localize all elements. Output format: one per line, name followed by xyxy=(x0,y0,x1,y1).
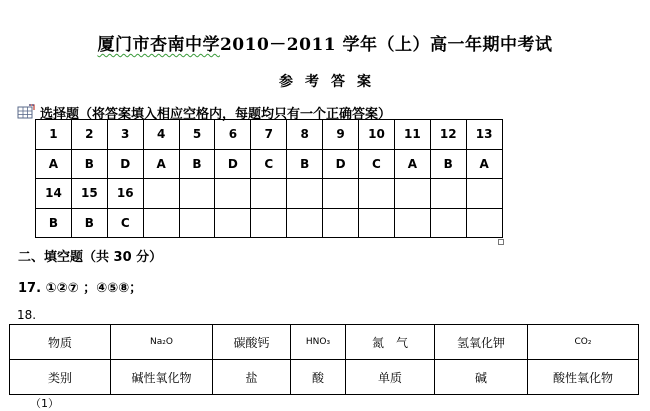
title-rest: 2010－2011 学年（上）高一年期中考试 xyxy=(219,35,553,55)
table-cell xyxy=(251,208,287,238)
table-cell: 2 xyxy=(71,120,107,150)
table-cell xyxy=(466,208,502,238)
table-cell: B xyxy=(287,149,323,179)
table-cell xyxy=(179,179,215,209)
table-cell xyxy=(179,208,215,238)
table-cell: 10 xyxy=(359,120,395,150)
table-row xyxy=(36,179,503,209)
table-cell xyxy=(394,179,430,209)
table-row xyxy=(36,208,503,238)
table-cell: 酸性氧化物 xyxy=(528,360,639,395)
table-cell xyxy=(323,208,359,238)
table-cell: 物质 xyxy=(10,325,111,360)
table-anchor-icon[interactable] xyxy=(17,104,35,120)
table-cell: 酸 xyxy=(291,360,346,395)
document-subtitle: 参考答案 xyxy=(279,74,383,90)
table-resize-handle[interactable] xyxy=(498,239,504,245)
table-cell: 15 xyxy=(71,179,107,209)
table-cell: 3 xyxy=(107,120,143,150)
section1-heading: 选择题（将答案填入相应空格内，每题均只有一个正确答案） xyxy=(40,107,392,122)
table-cell: 5 xyxy=(179,120,215,150)
table-cell: 7 xyxy=(251,120,287,150)
table-cell: B xyxy=(71,149,107,179)
table-row xyxy=(10,360,639,395)
table-cell: B xyxy=(430,149,466,179)
table-cell xyxy=(323,179,359,209)
table-cell: 12 xyxy=(430,120,466,150)
table-cell xyxy=(143,208,179,238)
table-cell: D xyxy=(215,149,251,179)
question-18-label: 18. xyxy=(17,308,37,322)
table-cell: 氮 气 xyxy=(346,325,435,360)
table-cell: 11 xyxy=(394,120,430,150)
table-cell xyxy=(287,179,323,209)
table-row xyxy=(36,120,503,150)
table-cell: 6 xyxy=(215,120,251,150)
table-cell: CO₂ xyxy=(528,325,639,360)
table-row xyxy=(10,325,639,360)
title-school: 厦门市杏南中学 xyxy=(97,35,220,55)
table-cell xyxy=(215,208,251,238)
table-cell xyxy=(359,208,395,238)
table-cell: HNO₃ xyxy=(291,325,346,360)
table-cell: 碳酸钙 xyxy=(213,325,291,360)
table-cell xyxy=(430,179,466,209)
table-cell xyxy=(215,179,251,209)
table-cell: C xyxy=(107,208,143,238)
table-cell: A xyxy=(394,149,430,179)
table-cell: 碱性氧化物 xyxy=(111,360,213,395)
table-cell: 9 xyxy=(323,120,359,150)
table-cell: 14 xyxy=(36,179,72,209)
table-cell: A xyxy=(466,149,502,179)
table-cell xyxy=(359,179,395,209)
table-cell: 单质 xyxy=(346,360,435,395)
table-cell: 8 xyxy=(287,120,323,150)
table-cell: B xyxy=(179,149,215,179)
answer-table xyxy=(35,119,503,238)
table-cell: D xyxy=(107,149,143,179)
classification-table xyxy=(9,324,639,395)
section2-heading: 二、填空题（共 30 分） xyxy=(18,250,163,265)
table-cell: 碱 xyxy=(435,360,528,395)
table-cell: C xyxy=(251,149,287,179)
table-cell xyxy=(466,179,502,209)
table-cell: 类别 xyxy=(10,360,111,395)
table-cell: 4 xyxy=(143,120,179,150)
table-cell: 16 xyxy=(107,179,143,209)
table-cell xyxy=(251,179,287,209)
table-cell: B xyxy=(71,208,107,238)
table-cell: 氢氧化钾 xyxy=(435,325,528,360)
table-cell: 1 xyxy=(36,120,72,150)
table-cell: B xyxy=(36,208,72,238)
table-cell: A xyxy=(36,149,72,179)
table-cell: D xyxy=(323,149,359,179)
question-17-answer: 17. ①②⑦ ；④⑤⑧； xyxy=(18,281,143,296)
question-18-sub-label: （1） xyxy=(30,397,59,410)
table-cell xyxy=(394,208,430,238)
table-cell xyxy=(287,208,323,238)
table-cell: 盐 xyxy=(213,360,291,395)
table-cell: C xyxy=(359,149,395,179)
table-cell xyxy=(430,208,466,238)
table-cell: A xyxy=(143,149,179,179)
table-cell xyxy=(143,179,179,209)
table-cell: Na₂O xyxy=(111,325,213,360)
table-cell: 13 xyxy=(466,120,502,150)
document-title xyxy=(0,30,650,55)
table-row xyxy=(36,149,503,179)
